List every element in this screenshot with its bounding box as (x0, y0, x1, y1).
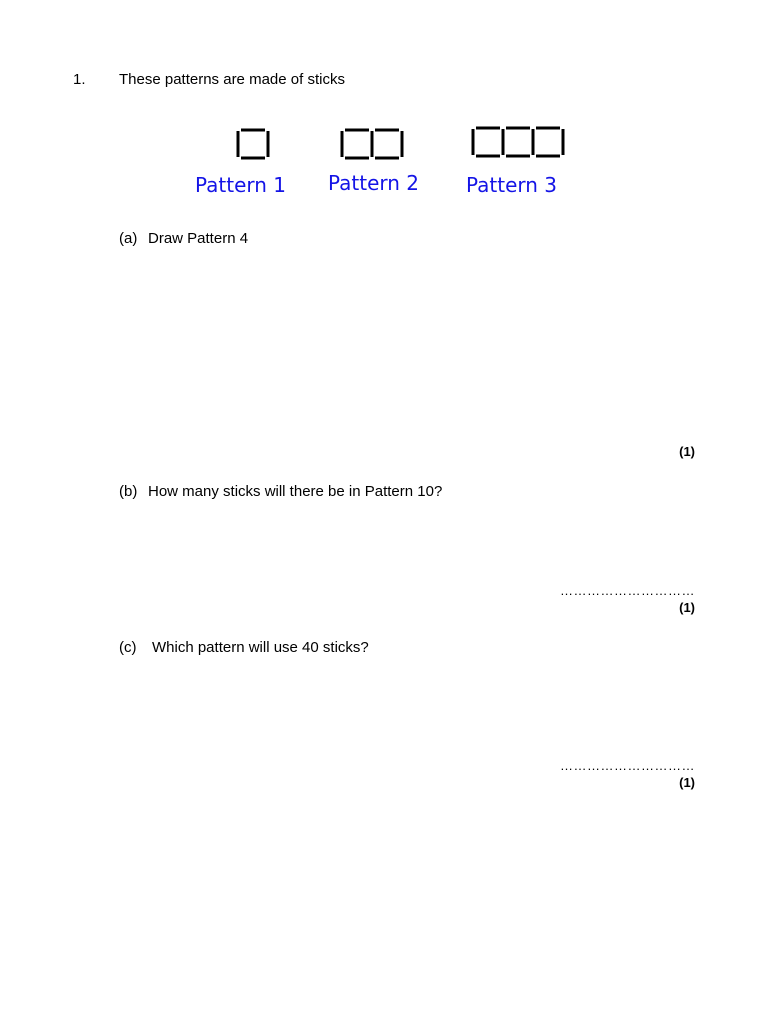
pattern-3-figure (471, 125, 571, 159)
pattern-2-label: Pattern 2 (328, 171, 420, 195)
part-a-text: Draw Pattern 4 (148, 230, 249, 247)
part-b-letter: (b) (119, 483, 138, 500)
pattern-3-label: Pattern 3 (466, 173, 558, 197)
part-c-letter: (c) (119, 639, 137, 656)
part-b-text: How many sticks will there be in Pattern 10? (148, 483, 443, 500)
pattern-1-label: Pattern 1 (195, 173, 287, 197)
pattern-1-figure (236, 127, 276, 161)
part-b-answer-line[interactable]: ………………………… (560, 584, 695, 598)
part-c-marks: (1) (679, 775, 695, 790)
part-b-marks: (1) (679, 600, 695, 615)
pattern-1-sticks (236, 127, 276, 161)
question-intro: These patterns are made of sticks (119, 71, 345, 88)
part-c-text: Which pattern will use 40 sticks? (152, 639, 369, 656)
question-number: 1. (73, 71, 86, 88)
part-a-letter: (a) (119, 230, 138, 247)
pattern-2-figure (340, 127, 410, 161)
pattern-3-sticks (471, 125, 571, 159)
part-c-answer-line[interactable]: ………………………… (560, 759, 695, 773)
part-a-drawing-area[interactable] (119, 262, 695, 437)
pattern-2-sticks (340, 127, 410, 161)
part-a-marks: (1) (679, 444, 695, 459)
